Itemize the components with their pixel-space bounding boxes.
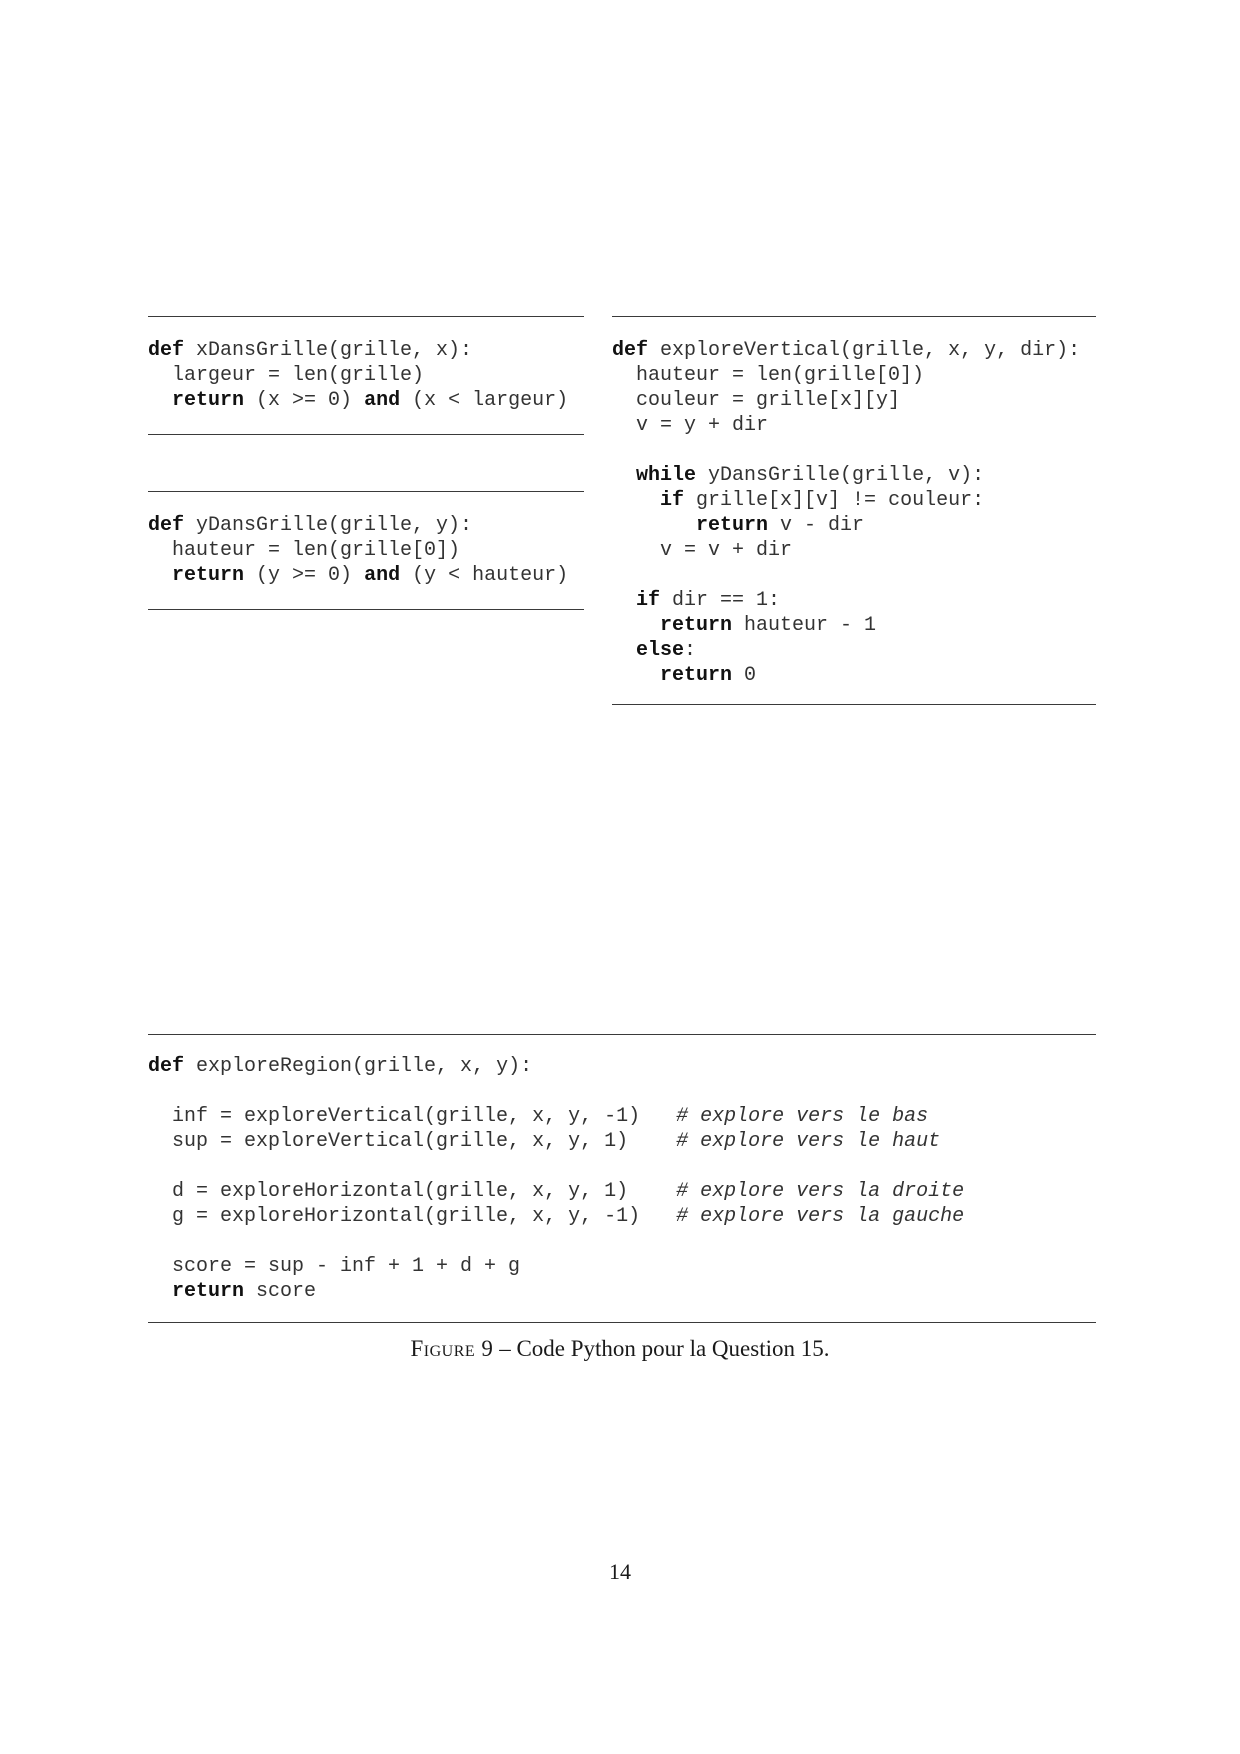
code-line: [612, 538, 1080, 563]
code-line: [612, 363, 1080, 388]
code-text: :: [684, 639, 697, 662]
code-text: 0: [732, 664, 757, 687]
code-text: hauteur = len(grille[0]): [612, 364, 925, 387]
code-line: [148, 563, 568, 588]
code-keyword: def: [612, 339, 649, 362]
code-text: (x >= 0): [244, 389, 365, 412]
code-line: [148, 363, 568, 388]
bottom-rule-exploreregion: [148, 1322, 1096, 1323]
code-listing-xdansgrille: [148, 338, 568, 413]
code-listing-exploreregion: [148, 1054, 964, 1304]
code-line: [612, 638, 1080, 663]
code-keyword: return: [660, 614, 733, 637]
code-line: [612, 613, 1080, 638]
code-text: (x < largeur): [400, 389, 569, 412]
code-comment: # explore vers la gauche: [676, 1205, 965, 1228]
code-text: dir == 1:: [660, 589, 781, 612]
code-line: [612, 663, 1080, 688]
code-line: [148, 538, 568, 563]
code-text: yDansGrille(grille, y):: [184, 514, 473, 537]
code-keyword: def: [148, 1055, 185, 1078]
code-line: [148, 1229, 964, 1254]
code-text: g = exploreHorizontal(grille, x, y, -1): [148, 1205, 677, 1228]
code-keyword: return: [172, 564, 245, 587]
code-comment: # explore vers la droite: [676, 1180, 965, 1203]
code-text: (y < hauteur): [400, 564, 569, 587]
code-line: [612, 438, 1080, 463]
top-rule-xdansgrille: [148, 316, 584, 317]
code-text: sup = exploreVertical(grille, x, y, 1): [148, 1130, 677, 1153]
code-keyword: and: [364, 564, 401, 587]
code-keyword: def: [148, 514, 185, 537]
bottom-rule-xdansgrille: [148, 434, 584, 435]
code-line: [148, 388, 568, 413]
figure-caption-text: – Code Python pour la Question 15.: [493, 1336, 830, 1361]
code-text: score: [244, 1280, 317, 1303]
code-text: yDansGrille(grille, v):: [696, 464, 985, 487]
code-line: [612, 488, 1080, 513]
code-text: [612, 514, 696, 537]
code-listing-ydansgrille: [148, 513, 568, 588]
code-keyword: if: [660, 489, 685, 512]
code-text: [612, 589, 636, 612]
code-line: [148, 1279, 964, 1304]
top-rule-explorevertical: [612, 316, 1096, 317]
code-line: [612, 513, 1080, 538]
code-text: [148, 1280, 172, 1303]
code-keyword: while: [636, 464, 697, 487]
code-text: couleur = grille[x][y]: [612, 389, 901, 412]
code-text: [612, 489, 660, 512]
code-keyword: return: [696, 514, 769, 537]
code-text: exploreVertical(grille, x, y, dir):: [648, 339, 1081, 362]
code-text: [148, 389, 172, 412]
code-keyword: and: [364, 389, 401, 412]
code-line: [612, 413, 1080, 438]
code-line: [148, 1254, 964, 1279]
code-text: [612, 614, 660, 637]
code-line: [148, 1204, 964, 1229]
code-keyword: return: [172, 1280, 245, 1303]
code-line: [612, 388, 1080, 413]
code-listing-explorevertical: [612, 338, 1080, 688]
code-text: xDansGrille(grille, x):: [184, 339, 473, 362]
code-text: [612, 639, 636, 662]
code-line: [148, 338, 568, 363]
code-text: v = v + dir: [612, 539, 793, 562]
code-text: [148, 564, 172, 587]
code-line: [148, 1104, 964, 1129]
code-line: [148, 1154, 964, 1179]
bottom-rule-ydansgrille: [148, 609, 584, 610]
code-text: v - dir: [768, 514, 865, 537]
code-comment: # explore vers le bas: [676, 1105, 929, 1128]
code-text: exploreRegion(grille, x, y):: [184, 1055, 533, 1078]
code-text: [612, 664, 660, 687]
code-text: grille[x][v] != couleur:: [684, 489, 985, 512]
code-text: score = sup - inf + 1 + d + g: [148, 1255, 521, 1278]
code-line: [148, 513, 568, 538]
code-text: hauteur - 1: [732, 614, 877, 637]
code-comment: # explore vers le haut: [676, 1130, 941, 1153]
top-rule-exploreregion: [148, 1034, 1096, 1035]
code-line: [148, 1079, 964, 1104]
figure-label: Figure 9: [410, 1336, 494, 1361]
code-text: d = exploreHorizontal(grille, x, y, 1): [148, 1180, 677, 1203]
code-line: [612, 588, 1080, 613]
code-line: [612, 463, 1080, 488]
code-line: [148, 1054, 964, 1079]
code-text: hauteur = len(grille[0]): [148, 539, 461, 562]
code-line: [612, 338, 1080, 363]
code-line: [148, 1129, 964, 1154]
code-keyword: return: [172, 389, 245, 412]
code-text: inf = exploreVertical(grille, x, y, -1): [148, 1105, 677, 1128]
code-keyword: def: [148, 339, 185, 362]
code-line: [612, 563, 1080, 588]
code-text: largeur = len(grille): [148, 364, 425, 387]
code-text: v = y + dir: [612, 414, 769, 437]
bottom-rule-explorevertical: [612, 704, 1096, 705]
code-keyword: else: [636, 639, 685, 662]
code-line: [148, 1179, 964, 1204]
code-text: (y >= 0): [244, 564, 365, 587]
top-rule-ydansgrille: [148, 491, 584, 492]
code-keyword: if: [636, 589, 661, 612]
code-keyword: return: [660, 664, 733, 687]
figure-caption: [0, 1336, 1240, 1362]
page-number: 14: [609, 1559, 631, 1584]
code-text: [612, 464, 636, 487]
